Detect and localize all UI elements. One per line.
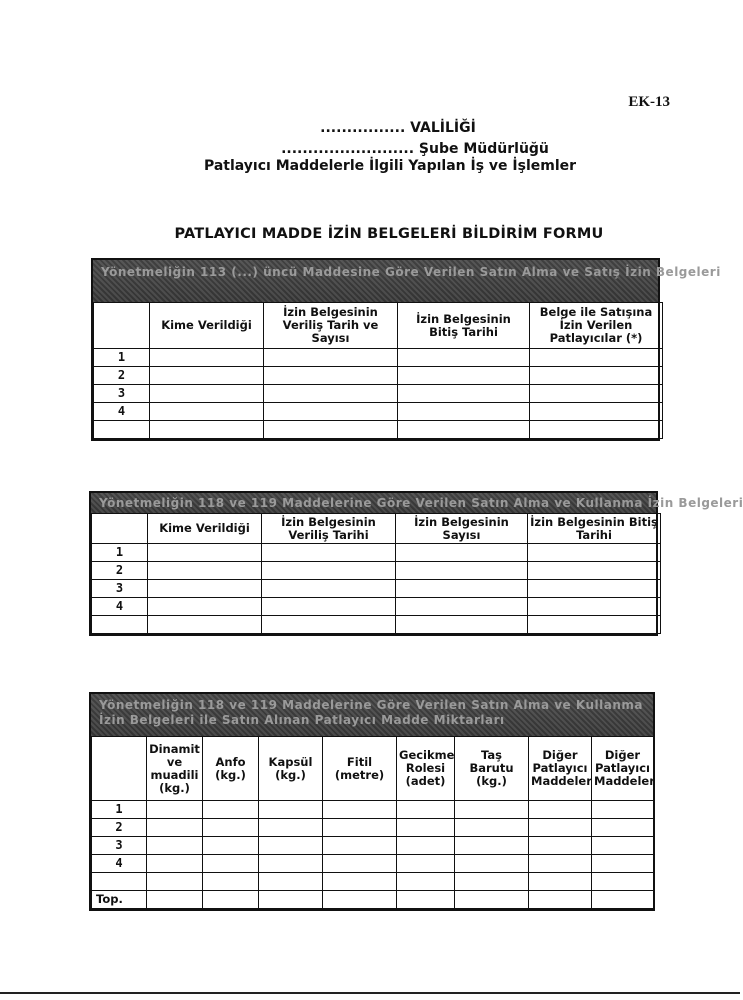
table-cell[interactable] bbox=[398, 421, 530, 439]
section-band: Yönetmeliğin 118 ve 119 Maddelerine Göre Verilen Satın Alma ve Kullanma İzin Belgeleri ile Satın Alınan Patlayıcı Madde Miktarları bbox=[89, 692, 655, 736]
column-header: İzin Belgesinin Veriliş Tarih ve Sayısı bbox=[264, 303, 398, 349]
table-cell[interactable] bbox=[455, 873, 529, 891]
table-cell[interactable] bbox=[147, 873, 203, 891]
table-cell[interactable] bbox=[264, 403, 398, 421]
page-bottom-rule bbox=[0, 992, 740, 994]
table-cell[interactable] bbox=[147, 801, 203, 819]
table-cell[interactable] bbox=[397, 891, 455, 909]
column-header: Belge ile Satışına İzin Verilen Patlayıcılar (*) bbox=[530, 303, 663, 349]
table-cell[interactable] bbox=[203, 891, 259, 909]
table-row bbox=[92, 616, 661, 634]
table-cell[interactable] bbox=[262, 598, 396, 616]
table-cell[interactable] bbox=[323, 873, 397, 891]
table-cell[interactable] bbox=[529, 837, 592, 855]
table-cell[interactable] bbox=[323, 819, 397, 837]
column-header: Anfo (kg.) bbox=[203, 737, 259, 801]
table-cell[interactable] bbox=[259, 855, 323, 873]
table-cell[interactable] bbox=[203, 819, 259, 837]
table-wrapper bbox=[89, 513, 658, 636]
table-cell[interactable] bbox=[148, 598, 262, 616]
table-cell[interactable] bbox=[203, 801, 259, 819]
table-cell[interactable] bbox=[529, 855, 592, 873]
table-cell[interactable] bbox=[148, 562, 262, 580]
total-label: Top. bbox=[92, 891, 147, 909]
column-header bbox=[92, 737, 147, 801]
table-cell[interactable] bbox=[455, 837, 529, 855]
row-number: 2 bbox=[92, 562, 148, 580]
section-purchased-quantities bbox=[89, 692, 655, 911]
table-row bbox=[94, 421, 663, 439]
column-header bbox=[92, 514, 148, 544]
table-cell[interactable] bbox=[323, 855, 397, 873]
row-number bbox=[92, 873, 147, 891]
table-cell[interactable] bbox=[397, 819, 455, 837]
table-cell[interactable] bbox=[592, 891, 654, 909]
table-cell[interactable] bbox=[529, 891, 592, 909]
section-usage-permits bbox=[89, 491, 743, 636]
table-cell[interactable] bbox=[528, 598, 661, 616]
table-cell[interactable] bbox=[592, 801, 654, 819]
table-row bbox=[92, 873, 654, 891]
table-cell[interactable] bbox=[396, 580, 528, 598]
column-header: İzin Belgesinin Veriliş Tarihi bbox=[262, 514, 396, 544]
sale-permits-table bbox=[93, 302, 663, 439]
table-cell[interactable] bbox=[529, 819, 592, 837]
column-header: İzin Belgesinin Bitiş Tarihi bbox=[528, 514, 661, 544]
purchased-quantities-table bbox=[91, 736, 654, 909]
table-cell[interactable] bbox=[397, 855, 455, 873]
table-cell[interactable] bbox=[262, 544, 396, 562]
row-number: 1 bbox=[92, 544, 148, 562]
table-cell[interactable] bbox=[147, 891, 203, 909]
table-cell[interactable] bbox=[592, 819, 654, 837]
table-cell[interactable] bbox=[323, 837, 397, 855]
column-header: İzin Belgesinin Bitiş Tarihi bbox=[398, 303, 530, 349]
section-band: Yönetmeliğin 113 (...) üncü Maddesine Göre Verilen Satın Alma ve Satış İzin Belgeleri bbox=[91, 258, 660, 302]
table-row bbox=[92, 562, 661, 580]
column-header: Dinamit ve muadili (kg.) bbox=[147, 737, 203, 801]
table-cell[interactable] bbox=[259, 837, 323, 855]
table-cell[interactable] bbox=[455, 801, 529, 819]
table-cell[interactable] bbox=[530, 367, 663, 385]
table-cell[interactable] bbox=[150, 385, 264, 403]
table-cell[interactable] bbox=[323, 891, 397, 909]
table-cell[interactable] bbox=[529, 873, 592, 891]
section-sale-permits bbox=[91, 258, 721, 441]
table-cell[interactable] bbox=[203, 873, 259, 891]
column-header: İzin Belgesinin Sayısı bbox=[396, 514, 528, 544]
column-header: Taş Barutu (kg.) bbox=[455, 737, 529, 801]
column-header: Gecikme Rolesi (adet) bbox=[397, 737, 455, 801]
header-governorship: ................ VALİLİĞİ bbox=[320, 120, 476, 136]
table-cell[interactable] bbox=[396, 562, 528, 580]
table-cell[interactable] bbox=[397, 873, 455, 891]
row-number: 4 bbox=[92, 855, 147, 873]
table-row bbox=[94, 403, 663, 421]
column-header: Kapsül (kg.) bbox=[259, 737, 323, 801]
table-cell[interactable] bbox=[259, 801, 323, 819]
header-branch-directorate: ......................... Şube Müdürlüğü bbox=[281, 141, 549, 157]
table-cell[interactable] bbox=[262, 580, 396, 598]
table-row bbox=[92, 819, 654, 837]
table-cell[interactable] bbox=[396, 616, 528, 634]
table-cell[interactable] bbox=[203, 837, 259, 855]
row-number: 1 bbox=[94, 349, 150, 367]
table-cell[interactable] bbox=[592, 873, 654, 891]
table-cell[interactable] bbox=[398, 403, 530, 421]
table-row bbox=[92, 837, 654, 855]
table-cell[interactable] bbox=[148, 544, 262, 562]
table-cell[interactable] bbox=[148, 580, 262, 598]
table-cell[interactable] bbox=[398, 367, 530, 385]
row-number: 3 bbox=[92, 837, 147, 855]
table-row bbox=[94, 349, 663, 367]
table-cell[interactable] bbox=[259, 891, 323, 909]
table-cell[interactable] bbox=[455, 891, 529, 909]
table-cell[interactable] bbox=[528, 616, 661, 634]
table-cell[interactable] bbox=[264, 349, 398, 367]
table-cell[interactable] bbox=[530, 385, 663, 403]
table-row bbox=[92, 580, 661, 598]
column-header: Fitil (metre) bbox=[323, 737, 397, 801]
table-cell[interactable] bbox=[398, 349, 530, 367]
table-cell[interactable] bbox=[147, 855, 203, 873]
table-cell[interactable] bbox=[528, 544, 661, 562]
table-row-total bbox=[92, 891, 654, 909]
table-cell[interactable] bbox=[262, 562, 396, 580]
column-header: Kime Verildiği bbox=[150, 303, 264, 349]
table-cell[interactable] bbox=[455, 855, 529, 873]
table-cell[interactable] bbox=[264, 385, 398, 403]
row-number: 2 bbox=[94, 367, 150, 385]
column-header: Kime Verildiği bbox=[148, 514, 262, 544]
document-code: EK-13 bbox=[628, 94, 670, 110]
table-wrapper bbox=[91, 302, 660, 441]
table-cell[interactable] bbox=[262, 616, 396, 634]
table-row bbox=[92, 855, 654, 873]
table-cell[interactable] bbox=[397, 801, 455, 819]
table-cell[interactable] bbox=[203, 855, 259, 873]
table-cell[interactable] bbox=[397, 837, 455, 855]
table-cell[interactable] bbox=[396, 598, 528, 616]
table-cell[interactable] bbox=[592, 837, 654, 855]
row-number: 3 bbox=[94, 385, 150, 403]
table-cell[interactable] bbox=[323, 801, 397, 819]
table-row bbox=[92, 544, 661, 562]
column-header: Diğer Patlayıcı Maddeler bbox=[529, 737, 592, 801]
table-cell[interactable] bbox=[530, 421, 663, 439]
table-wrapper bbox=[89, 736, 655, 911]
table-row bbox=[94, 385, 663, 403]
table-cell[interactable] bbox=[150, 421, 264, 439]
usage-permits-table bbox=[91, 513, 661, 634]
table-cell[interactable] bbox=[150, 349, 264, 367]
table-row bbox=[92, 801, 654, 819]
table-cell[interactable] bbox=[530, 349, 663, 367]
row-number bbox=[92, 616, 148, 634]
table-cell[interactable] bbox=[147, 837, 203, 855]
table-cell[interactable] bbox=[530, 403, 663, 421]
table-row bbox=[92, 598, 661, 616]
table-cell[interactable] bbox=[264, 421, 398, 439]
table-cell[interactable] bbox=[528, 580, 661, 598]
row-number: 4 bbox=[92, 598, 148, 616]
row-number: 3 bbox=[92, 580, 148, 598]
header-subject: Patlayıcı Maddelerle İlgili Yapılan İş ve İşlemler bbox=[203, 158, 577, 174]
table-cell[interactable] bbox=[150, 403, 264, 421]
table-cell[interactable] bbox=[592, 855, 654, 873]
row-number: 2 bbox=[92, 819, 147, 837]
table-cell[interactable] bbox=[396, 544, 528, 562]
table-cell[interactable] bbox=[259, 873, 323, 891]
table-cell[interactable] bbox=[398, 385, 530, 403]
table-cell[interactable] bbox=[150, 367, 264, 385]
table-cell[interactable] bbox=[455, 819, 529, 837]
table-cell[interactable] bbox=[147, 819, 203, 837]
column-header: Diğer Patlayıcı Maddeler bbox=[592, 737, 654, 801]
table-cell[interactable] bbox=[528, 562, 661, 580]
table-cell[interactable] bbox=[148, 616, 262, 634]
row-number bbox=[94, 421, 150, 439]
row-number: 4 bbox=[94, 403, 150, 421]
table-cell[interactable] bbox=[259, 819, 323, 837]
table-cell[interactable] bbox=[529, 801, 592, 819]
form-title: PATLAYICI MADDE İZİN BELGELERİ BİLDİRİM FORMU bbox=[174, 226, 604, 242]
table-row bbox=[94, 367, 663, 385]
section-band: Yönetmeliğin 118 ve 119 Maddelerine Göre Verilen Satın Alma ve Kullanma İzin Belgeleri bbox=[89, 491, 658, 513]
row-number: 1 bbox=[92, 801, 147, 819]
table-cell[interactable] bbox=[264, 367, 398, 385]
column-header bbox=[94, 303, 150, 349]
